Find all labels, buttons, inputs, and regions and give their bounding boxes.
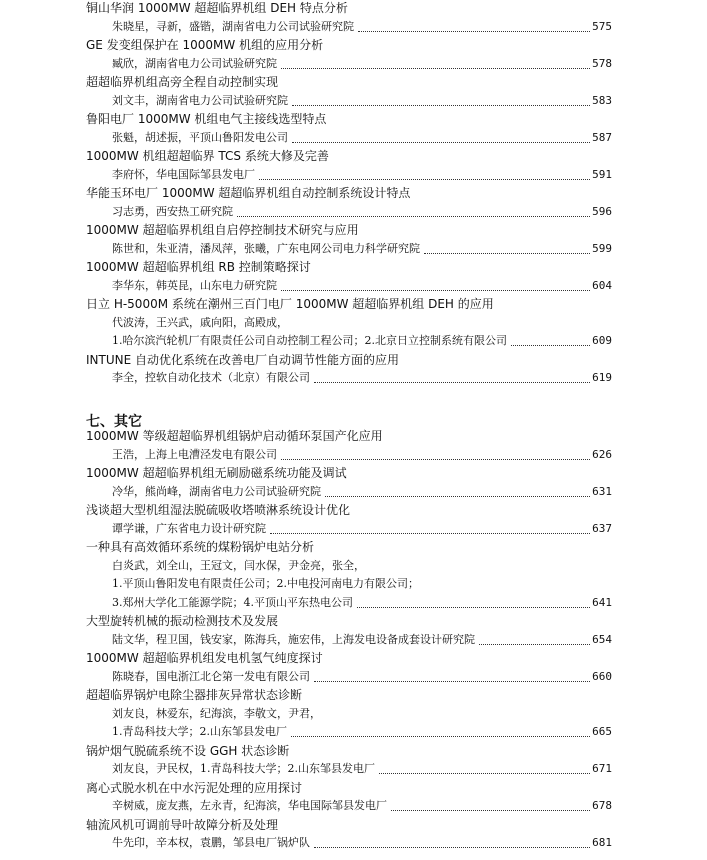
dot-leader bbox=[270, 532, 590, 534]
page-number: 578 bbox=[592, 56, 612, 70]
toc-entry-title: 华能玉环电厂 1000MW 超超临界机组自动控制系统设计特点 bbox=[86, 186, 411, 200]
dot-leader bbox=[281, 289, 590, 291]
dot-leader bbox=[314, 846, 590, 848]
author-affiliation-text: 李府怀，华电国际邹县发电厂 bbox=[112, 167, 255, 181]
toc-entry-title: 浅谈超大型机组湿法脱硫吸收塔喷淋系统设计优化 bbox=[86, 503, 351, 517]
page-number: 604 bbox=[592, 278, 612, 292]
author-affiliation-text: 1.青岛科技大学；2.山东邹县发电厂 bbox=[112, 725, 287, 738]
toc-entry-title: 大型旋转机械的振动检测技术及发展 bbox=[86, 614, 279, 628]
toc-entry-authors bbox=[112, 669, 612, 685]
toc-entry-title: 超超临界机组高旁全程自动控制实现 bbox=[86, 75, 279, 89]
author-affiliation-text: 白炎武，刘全山，王冠文，闫水保，尹金亮，张全， bbox=[112, 558, 365, 572]
author-affiliation-text: 刘友良，尹民权，1.青岛科技大学；2.山东邹县发电厂 bbox=[112, 762, 375, 775]
toc-entry-authors bbox=[112, 130, 612, 146]
toc-entry-authors bbox=[112, 315, 612, 331]
toc-entry-authors bbox=[112, 484, 612, 500]
dot-leader bbox=[292, 141, 590, 143]
toc-entry-authors bbox=[112, 595, 612, 611]
author-affiliation-text: 陆文华，程卫国，钱安家，陈海兵，施宏伟，上海发电设备成套设计研究院 bbox=[112, 632, 475, 646]
toc-entry-title: 铜山华润 1000MW 超超临界机组 DEH 特点分析 bbox=[86, 1, 348, 15]
page-number: 678 bbox=[592, 799, 612, 812]
page-number: 671 bbox=[592, 762, 612, 775]
author-affiliation-text: 张魁，胡述振，平顶山鲁阳发电公司 bbox=[112, 130, 288, 144]
author-affiliation-text: 代波涛，王兴武，戚向阳，高殿成， bbox=[112, 315, 288, 329]
dot-leader bbox=[325, 495, 590, 497]
toc-entry-title: 1000MW 超超临界机组无刷励磁系统功能及调试 bbox=[86, 466, 347, 480]
toc-entry-authors bbox=[112, 167, 612, 183]
author-affiliation-text: 1.哈尔滨汽轮机厂有限责任公司自动控制工程公司；2.北京日立控制系统有限公司 bbox=[112, 334, 507, 347]
dot-leader bbox=[259, 178, 590, 180]
toc-entry-authors bbox=[112, 370, 612, 386]
author-affiliation-text: 辛树威，庞友燕，左永青，纪海滨，华电国际邹县发电厂 bbox=[112, 799, 387, 812]
toc-entry-authors bbox=[112, 56, 612, 72]
toc-entry-title: 1000MW 等级超超临界机组锅炉启动循环泵国产化应用 bbox=[86, 429, 383, 443]
toc-entry-title: 1000MW 机组超超临界 TCS 系统大修及完善 bbox=[86, 149, 329, 163]
section-heading: 七、其它 bbox=[86, 414, 142, 430]
author-affiliation-text: 朱晓星，寻新，盛锴，湖南省电力公司试验研究院 bbox=[112, 19, 354, 33]
dot-leader bbox=[391, 809, 590, 811]
page-number: 665 bbox=[592, 725, 612, 738]
page-number: 637 bbox=[592, 521, 612, 535]
toc-entry-title: 日立 H-5000M 系统在潮州三百门电厂 1000MW 超超临界机组 DEH 的应用 bbox=[86, 297, 494, 311]
author-affiliation-text: 王浩，上海上电漕泾发电有限公司 bbox=[112, 447, 277, 461]
author-affiliation-text: 谭学谦，广东省电力设计研究院 bbox=[112, 521, 266, 535]
dot-leader bbox=[424, 252, 590, 254]
dot-leader bbox=[314, 381, 590, 383]
author-affiliation-text: 冷华，熊尚峰，湖南省电力公司试验研究院 bbox=[112, 484, 321, 498]
toc-entry-title: 鲁阳电厂 1000MW 机组电气主接线选型特点 bbox=[86, 112, 327, 126]
toc-entry-authors bbox=[112, 93, 612, 109]
author-affiliation-text: 臧欣，湖南省电力公司试验研究院 bbox=[112, 56, 277, 70]
author-affiliation-text: 牛先印，辛本权，袁鹏，邹县电厂锅炉队 bbox=[112, 836, 310, 849]
page-number: 609 bbox=[592, 334, 612, 347]
dot-leader bbox=[292, 104, 590, 106]
dot-leader bbox=[314, 680, 590, 682]
toc-entry-title: INTUNE 自动优化系统在改善电厂自动调节性能方面的应用 bbox=[86, 352, 400, 367]
dot-leader bbox=[281, 458, 590, 460]
toc-entry-authors bbox=[112, 278, 612, 294]
toc-entry-title: GE 发变组保护在 1000MW 机组的应用分析 bbox=[86, 38, 324, 52]
toc-entry-authors bbox=[112, 576, 612, 592]
author-affiliation-text: 3.郑州大学化工能源学院；4.平顶山平东热电公司 bbox=[112, 595, 353, 609]
toc-entry-authors bbox=[112, 558, 612, 574]
dot-leader bbox=[357, 606, 590, 608]
toc-entry-title: 轴流风机可调前导叶故障分析及处理 bbox=[86, 817, 279, 832]
dot-leader bbox=[479, 643, 590, 645]
page-number: 631 bbox=[592, 484, 612, 498]
toc-entry-authors bbox=[112, 521, 612, 537]
toc-entry-title: 离心式脱水机在中水污泥处理的应用探讨 bbox=[86, 780, 303, 795]
toc-entry-authors bbox=[112, 706, 612, 722]
toc-entry-authors bbox=[112, 761, 612, 777]
page-number: 626 bbox=[592, 447, 612, 461]
toc-entry-title: 超超临界锅炉电除尘器排灰异常状态诊断 bbox=[86, 688, 303, 702]
page-number: 619 bbox=[592, 371, 612, 384]
page-number: 599 bbox=[592, 241, 612, 255]
toc-entry-title: 1000MW 超超临界机组 RB 控制策略探讨 bbox=[86, 260, 311, 274]
author-affiliation-text: 李华东，韩英昆，山东电力研究院 bbox=[112, 278, 277, 292]
toc-entry-authors bbox=[112, 19, 612, 35]
toc-entry-authors bbox=[112, 447, 612, 463]
author-affiliation-text: 李全，控软自动化技术（北京）有限公司 bbox=[112, 371, 310, 384]
page-number: 660 bbox=[592, 669, 612, 683]
dot-leader bbox=[511, 344, 590, 346]
author-affiliation-text: 刘友良，林爱东，纪海滨，李敬文，尹君， bbox=[112, 706, 321, 720]
toc-entry-authors bbox=[112, 204, 612, 220]
toc-entry-title: 一种具有高效循环系统的煤粉锅炉电站分析 bbox=[86, 540, 315, 554]
toc-entry-authors bbox=[112, 333, 612, 349]
page-number: 591 bbox=[592, 167, 612, 181]
toc-entry-title: 锅炉烟气脱硫系统不设 GGH 状态诊断 bbox=[86, 743, 290, 758]
author-affiliation-text: 陈晓春，国电浙江北仑第一发电有限公司 bbox=[112, 669, 310, 683]
dot-leader bbox=[379, 772, 590, 774]
toc-entry-authors bbox=[112, 724, 612, 740]
page-number: 641 bbox=[592, 595, 612, 609]
page-number: 583 bbox=[592, 93, 612, 107]
dot-leader bbox=[281, 67, 590, 69]
author-affiliation-text: 1.平顶山鲁阳发电有限责任公司；2.中电投河南电力有限公司； bbox=[112, 577, 419, 590]
dot-leader bbox=[237, 215, 590, 217]
toc-entry-authors bbox=[112, 241, 612, 257]
dot-leader bbox=[291, 735, 590, 737]
toc-entry-authors bbox=[112, 798, 612, 814]
toc-entry-authors bbox=[112, 632, 612, 648]
page-number: 654 bbox=[592, 632, 612, 646]
page-number: 587 bbox=[592, 130, 612, 144]
toc-entry-authors bbox=[112, 835, 612, 851]
page-number: 681 bbox=[592, 836, 612, 849]
author-affiliation-text: 陈世和，朱亚清，潘凤萍，张曦，广东电网公司电力科学研究院 bbox=[112, 241, 420, 255]
toc-entry-title: 1000MW 超超临界机组自启停控制技术研究与应用 bbox=[86, 223, 359, 237]
author-affiliation-text: 习志勇，西安热工研究院 bbox=[112, 204, 233, 218]
author-affiliation-text: 刘文丰，湖南省电力公司试验研究院 bbox=[112, 93, 288, 107]
dot-leader bbox=[358, 30, 590, 32]
page-number: 575 bbox=[592, 19, 612, 33]
toc-entry-title: 1000MW 超超临界机组发电机氢气纯度探讨 bbox=[86, 651, 323, 665]
page-number: 596 bbox=[592, 204, 612, 218]
